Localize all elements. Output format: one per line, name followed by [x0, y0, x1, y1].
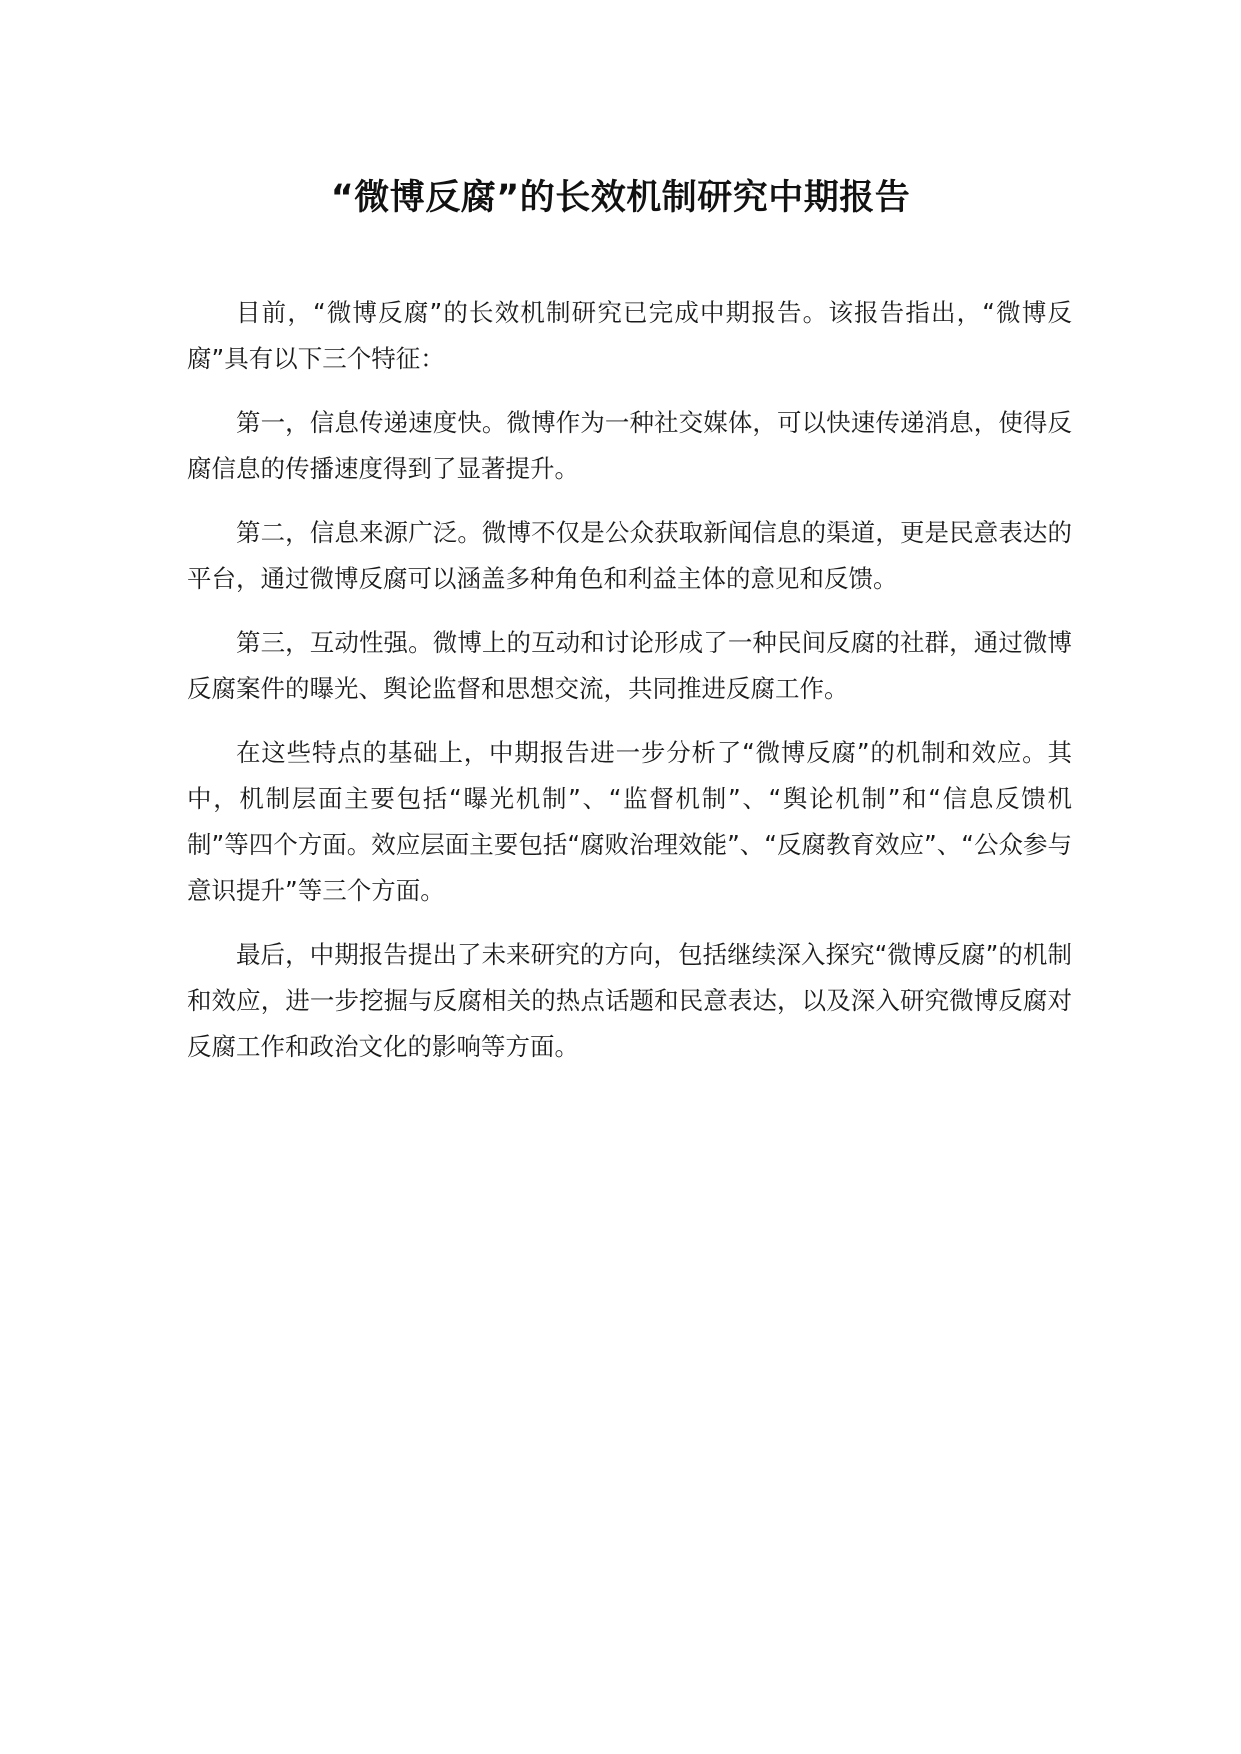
- document-title: “微博反腐”的长效机制研究中期报告: [330, 178, 911, 218]
- paragraph-intro: 目前，“微博反腐”的长效机制研究已完成中期报告。该报告指出，“微博反腐”具有以下三个特征：: [187, 298, 1072, 373]
- paragraph-feature-2: 第二，信息来源广泛。微博不仅是公众获取新闻信息的渠道，更是民意表达的平台，通过微博反腐可以涵盖多种角色和利益主体的意见和反馈。: [187, 518, 1072, 593]
- paragraph-feature-1: 第一，信息传递速度快。微博作为一种社交媒体，可以快速传递消息，使得反腐信息的传播速度得到了显著提升。: [187, 408, 1072, 483]
- paragraph-mechanism: 在这些特点的基础上，中期报告进一步分析了“微博反腐”的机制和效应。其中，机制层面主要包括“曝光机制”、“监督机制”、“舆论机制”和“信息反馈机制”等四个方面。效应层面主要包括“腐败治理效能”、“反腐教育效应”、“公众参与意识提升”等三个方面。: [187, 738, 1072, 905]
- paragraph-feature-3: 第三，互动性强。微博上的互动和讨论形成了一种民间反腐的社群，通过微博反腐案件的曝光、舆论监督和思想交流，共同推进反腐工作。: [187, 628, 1072, 703]
- document-body: [187, 290, 1072, 1088]
- paragraph-conclusion: 最后，中期报告提出了未来研究的方向，包括继续深入探究“微博反腐”的机制和效应，进一步挖掘与反腐相关的热点话题和民意表达，以及深入研究微博反腐对反腐工作和政治文化的影响等方面。: [187, 940, 1072, 1061]
